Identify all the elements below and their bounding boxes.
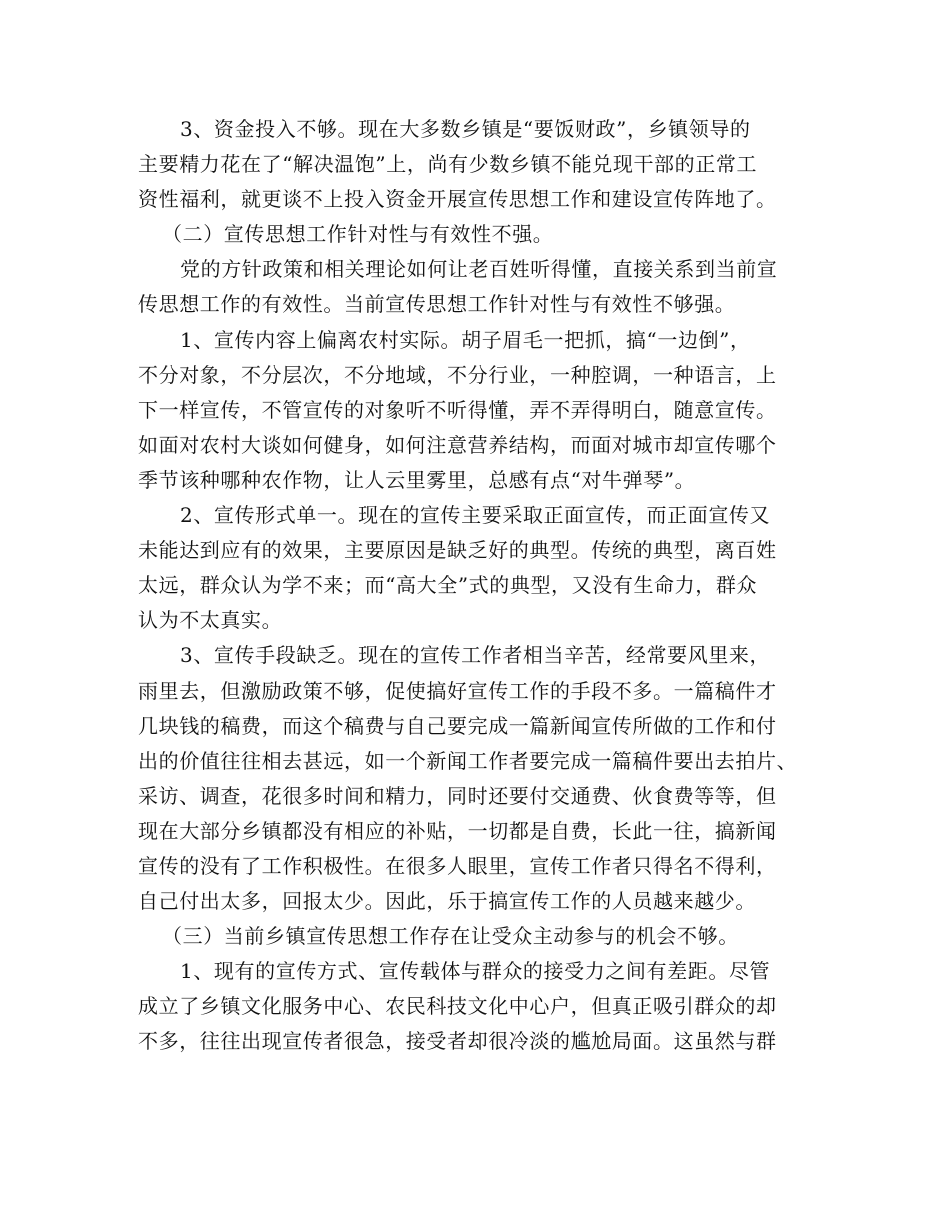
text-line: 认为不太真实。 (138, 608, 283, 633)
text-line: 宣传的没有了工作积极性。在很多人眼里，宣传工作者只得名不得利， (138, 853, 777, 878)
text-line: 自己付出太多，回报太少。因此，乐于搞宣传工作的人员越来越少。 (138, 889, 756, 914)
text-line: 主要精力花在了“解决温饱”上，尚有少数乡镇不能兑现干部的正常工 (138, 152, 758, 177)
text-line: （二）宣传思想工作针对性与有效性不强。 (162, 222, 554, 247)
text-line: 3、宣传手段缺乏。现在的宣传工作者相当辛苦，经常要风里来， (180, 643, 771, 668)
text-line: 如面对农村大谈如何健身，如何注意营养结构，而面对城市却宣传哪个 (138, 432, 777, 457)
text-line: 雨里去，但激励政策不够，促使搞好宣传工作的手段不多。一篇稿件才 (138, 678, 777, 703)
text-line: 资性福利，就更谈不上投入资金开展宣传思想工作和建设宣传阵地了。 (138, 187, 777, 212)
text-line: 不多，往往出现宣传者很急，接受者却很冷淡的尴尬局面。这虽然与群 (138, 1029, 777, 1054)
text-line: 几块钱的稿费，而这个稿费与自己要完成一篇新闻宣传所做的工作和付 (138, 713, 777, 738)
text-line: 采访、调查，花很多时间和精力，同时还要付交通费、伙食费等等，但 (138, 783, 777, 808)
text-line: 出的价值往往相去甚远，如一个新闻工作者要完成一篇稿件要出去拍片、 (138, 748, 798, 773)
text-line: 传思想工作的有效性。当前宣传思想工作针对性与有效性不够强。 (138, 292, 736, 317)
text-line: （三）当前乡镇宣传思想工作存在让受众主动参与的机会不够。 (162, 924, 739, 949)
text-line: 不分对象，不分层次，不分地域，不分行业，一种腔调，一种语言，上 (138, 362, 777, 387)
text-line: 1、现有的宣传方式、宣传载体与群众的接受力之间有差距。尽管 (180, 959, 771, 984)
text-line: 3、资金投入不够。现在大多数乡镇是“要饭财政”，乡镇领导的 (180, 117, 751, 141)
text-line: 未能达到应有的效果，主要原因是缺乏好的典型。传统的典型，离百姓 (138, 538, 777, 563)
document-body (138, 112, 828, 1060)
text-line: 季节该种哪种农作物，让人云里雾里，总感有点“对牛弹琴”。 (138, 467, 696, 492)
text-line: 2、宣传形式单一。现在的宣传主要采取正面宣传，而正面宣传又 (180, 503, 771, 528)
text-line: 现在大部分乡镇都没有相应的补贴，一切都是自费，长此一往，搞新闻 (138, 818, 777, 843)
text-line: 太远，群众认为学不来；而“高大全”式的典型，又没有生命力，群众 (138, 573, 758, 598)
text-line: 党的方针政策和相关理论如何让老百姓听得懂，直接关系到当前宣 (180, 257, 778, 282)
text-line: 成立了乡镇文化服务中心、农民科技文化中心户，但真正吸引群众的却 (138, 994, 777, 1019)
text-line: 下一样宣传，不管宣传的对象听不听得懂，弄不弄得明白，随意宣传。 (138, 397, 777, 422)
text-line: 1、宣传内容上偏离农村实际。胡子眉毛一把抓，搞“一边倒”， (180, 327, 751, 352)
